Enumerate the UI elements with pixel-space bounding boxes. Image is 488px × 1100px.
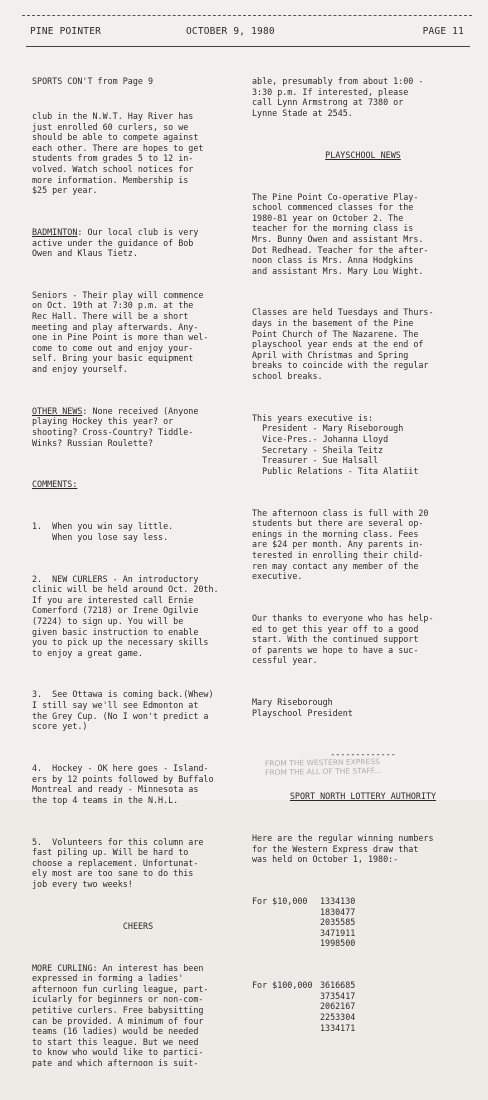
- badminton-paragraph: [32, 227, 244, 259]
- playschool-paragraph-3: The afternoon class is full with 20 students but there are several op- enings in the morning class. Fees are $24 per month. Any parents in- terested in enrolling their child- ren may contact any member of the executive.: [252, 507, 429, 582]
- page-number: PAGE 11: [422, 26, 464, 37]
- other-news-heading: OTHER NEWS: [32, 405, 83, 416]
- section-separator: -------------: [330, 749, 396, 760]
- handwritten-note: FROM THE WESTERN EXPRESS FROM THE ALL OF THE STAFF...: [264, 757, 382, 778]
- prize-numbers: 1334130 1830477 2035585 3471911 1998500: [320, 895, 356, 949]
- other-news-text: : None received (Anyone playing Hockey this year? or shooting? Cross-Country? Tiddle- Winks? Russian Roulette?: [32, 405, 199, 448]
- prize-row-100000: [252, 980, 474, 1033]
- prize-label: For $100,000: [252, 980, 313, 991]
- lottery-heading: SPORT NORTH LOTTERY AUTHORITY: [289, 791, 437, 802]
- playschool-paragraph-4: Our thanks to everyone who has help- ed to get this year off to a good start. With the continued support of parents we hope to have a suc- cessful year.: [252, 612, 434, 666]
- comment-2: 2. NEW CURLERS - An introductory clinic will be held around Oct. 20th. If you are interested call Ernie Comerford (7218) or Irene Ogilvie (7224) to sign up. You will be given basic instruction to enable you to pick up the necessary skills to enjoy a great game.: [32, 573, 219, 658]
- executive-list: This years executive is: President - Mary Riseborough Vice-Pres.- Johanna Lloyd Secretary - Sheila Teitz Treasurer - Sue Halsall Public Relations - Tita Alatiit: [252, 412, 419, 476]
- prize-label: For $10,000: [252, 895, 308, 906]
- comments-heading: COMMENTS:: [32, 479, 78, 490]
- top-dashed-rule: [22, 15, 472, 16]
- comment-4: 4. Hockey - OK here goes - Island- ers by 12 points followed by Buffalo Montreal and ready - Minnesota as the top 4 teams in the N.H.L.: [32, 763, 214, 805]
- seniors-paragraph: Seniors - Their play will commence on Oct. 19th at 7:30 p.m. at the Rec Hall. There will be a short meeting and play afterwards. Any- one in Pine Point is more than wel- come to come out and enjoy your- self. Bring your basic equipment and enjoy yourself.: [32, 289, 209, 375]
- cheers-heading: CHEERS: [122, 920, 154, 931]
- playschool-paragraph-1: The Pine Point Co-operative Play- school commenced classes for the 1980-81 year on October 2. The teacher for the morning class is Mrs. Bunny Owen and assistant Mrs. Dot Redhead. Teacher for the after- noon class is Mrs. Anna Hodgkins and assistant Mrs. Mary Lou Wight.: [252, 191, 429, 276]
- page-header: [30, 26, 464, 42]
- prize-numbers: 3616685 3735417 2062167 2253304 1334171: [320, 980, 356, 1033]
- curling-paragraph: club in the N.W.T. Hay River has just enrolled 60 curlers, so we should be able to compete against each other. There are hopes to get students from grades 5 to 12 in- volved. Watch school notices for more information. Membership is $25 per year.: [32, 110, 204, 196]
- signature-block: Mary Riseborough Playschool President: [252, 697, 353, 718]
- badminton-text: : Our local club is very active under the guidance of Bob Owen and Klaus Tietz.: [32, 226, 199, 259]
- playschool-paragraph-2: Classes are held Tuesdays and Thurs- days in the basement of the Pine Point Church of The Nazarene. The playschool year ends at the end of April with Christmas and Spring breaks to coincide with the regular school breaks.: [252, 307, 434, 382]
- other-news-paragraph: [32, 406, 244, 448]
- publication-name: PINE POINTER: [30, 26, 102, 37]
- left-column: [32, 55, 244, 1100]
- badminton-heading: BADMINTON: [32, 226, 78, 237]
- comment-3: 3. See Ottawa is coming back.(Whew) I still say we'll see Edmonton at the Grey Cup. (No I won't predict a score yet.): [32, 689, 214, 732]
- comment-1: 1. When you win say little. When you lose say less.: [32, 521, 174, 542]
- more-curling-paragraph: MORE CURLING: An interest has been expressed in forming a ladies' afternoon fun curling league, part- icularly for beginners or non-com- petitive curlers. Free babysitting can be provided. A minimum of four teams (16 ladies) would be needed to start this league. But we need to know who would like to partici- pate and which afternoon is suit-: [32, 962, 209, 1068]
- issue-date: OCTOBER 9, 1980: [186, 26, 275, 37]
- header-rule: [26, 46, 470, 47]
- continued-line: SPORTS CON'T from Page 9: [32, 76, 154, 87]
- curling-continued: able, presumably from about 1:00 - 3:30 p.m. If interested, please call Lynn Armstrong at 7380 or Lynne Stade at 2545.: [252, 76, 424, 118]
- comment-5: 5. Volunteers for this column are fast piling up. Will be hard to choose a replacement. Unfortunat- ely most are too sane to do this job every two weeks!: [32, 836, 204, 889]
- prize-row-10000: [252, 896, 474, 949]
- lottery-intro: Here are the regular winning numbers for the Western Express draw that was held on October 1, 1980:-: [252, 833, 434, 865]
- right-column: [252, 55, 474, 1054]
- playschool-heading: PLAYSCHOOL NEWS: [325, 149, 401, 160]
